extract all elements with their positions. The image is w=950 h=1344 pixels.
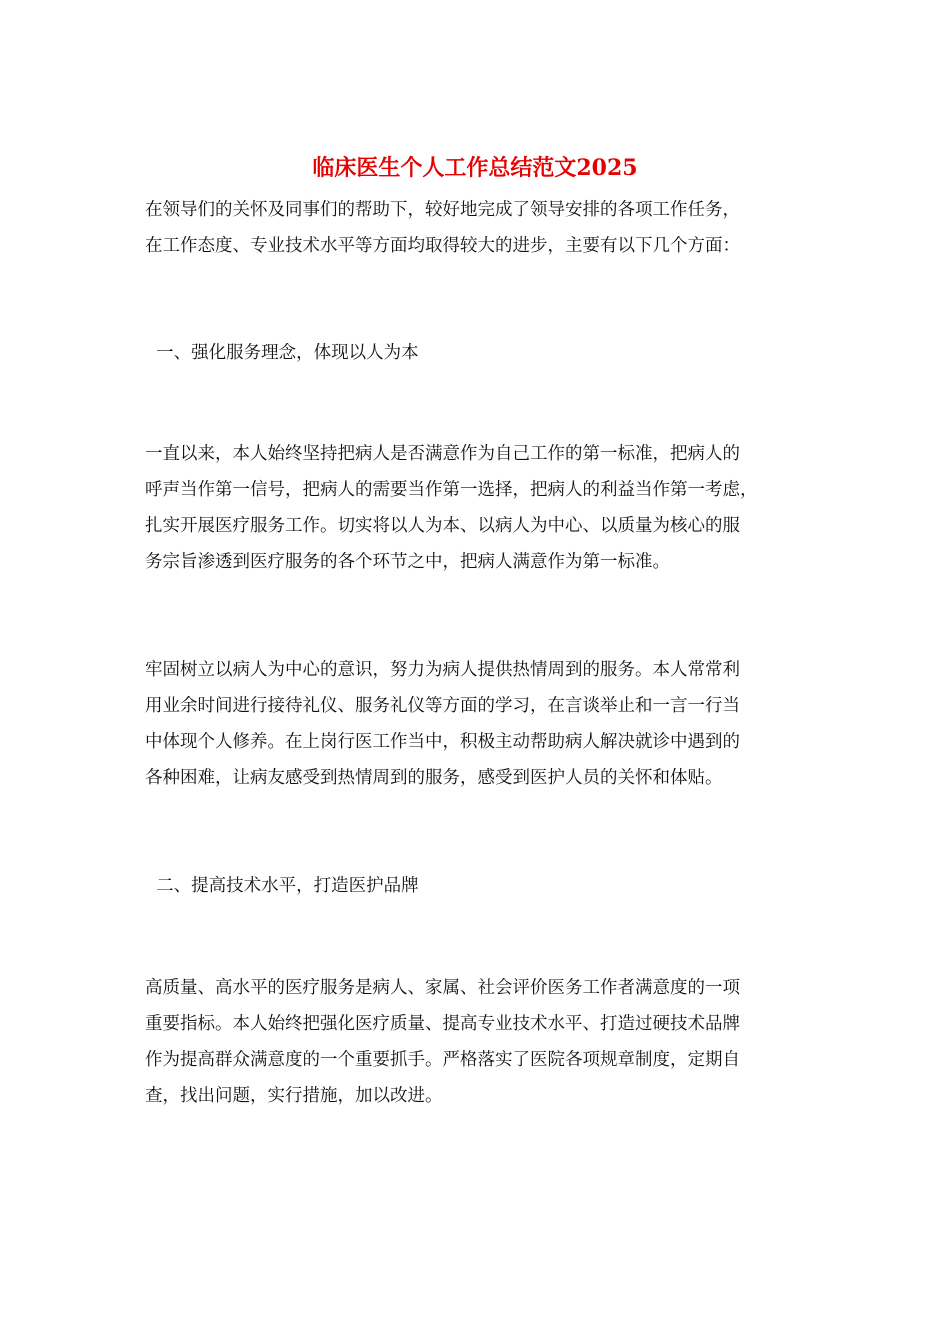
paragraph-line: 查，找出问题，实行措施，加以改进。	[145, 1086, 443, 1106]
paragraph-line: 高质量、高水平的医疗服务是病人、家属、社会评价医务工作者满意度的一项	[145, 978, 740, 998]
section-heading-1: 一、强化服务理念，体现以人为本	[145, 343, 419, 363]
paragraph-line: 一直以来，本人始终坚持把病人是否满意作为自己工作的第一标准，把病人的	[145, 444, 740, 464]
intro-line: 在工作态度、专业技术水平等方面均取得较大的进步，主要有以下几个方面：	[145, 236, 740, 256]
section-heading-2: 二、提高技术水平，打造医护品牌	[145, 876, 419, 896]
paragraph-line: 务宗旨渗透到医疗服务的各个环节之中，把病人满意作为第一标准。	[145, 552, 670, 572]
paragraph-line: 扎实开展医疗服务工作。切实将以人为本、以病人为中心、以质量为核心的服	[145, 516, 740, 536]
intro-line: 在领导们的关怀及同事们的帮助下，较好地完成了领导安排的各项工作任务，	[145, 200, 740, 220]
paragraph-line: 作为提高群众满意度的一个重要抓手。严格落实了医院各项规章制度，定期自	[145, 1050, 740, 1070]
section1-paragraph-1	[145, 436, 815, 580]
paragraph-line: 牢固树立以病人为中心的意识，努力为病人提供热情周到的服务。本人常常利	[145, 660, 740, 680]
section1-paragraph-2	[145, 652, 815, 796]
document-title: 临床医生个人工作总结范文2025	[312, 155, 638, 181]
paragraph-line: 呼声当作第一信号，把病人的需要当作第一选择，把病人的利益当作第一考虑，	[145, 480, 758, 500]
paragraph-line: 重要指标。本人始终把强化医疗质量、提高专业技术水平、打造过硬技术品牌	[145, 1014, 740, 1034]
paragraph-line: 用业余时间进行接待礼仪、服务礼仪等方面的学习，在言谈举止和一言一行当	[145, 696, 740, 716]
paragraph-line: 中体现个人修养。在上岗行医工作当中，积极主动帮助病人解决就诊中遇到的	[145, 732, 740, 752]
section2-paragraph-1	[145, 970, 815, 1114]
paragraph-line: 各种困难，让病友感受到热情周到的服务，感受到医护人员的关怀和体贴。	[145, 768, 723, 788]
intro-paragraph	[145, 192, 815, 264]
